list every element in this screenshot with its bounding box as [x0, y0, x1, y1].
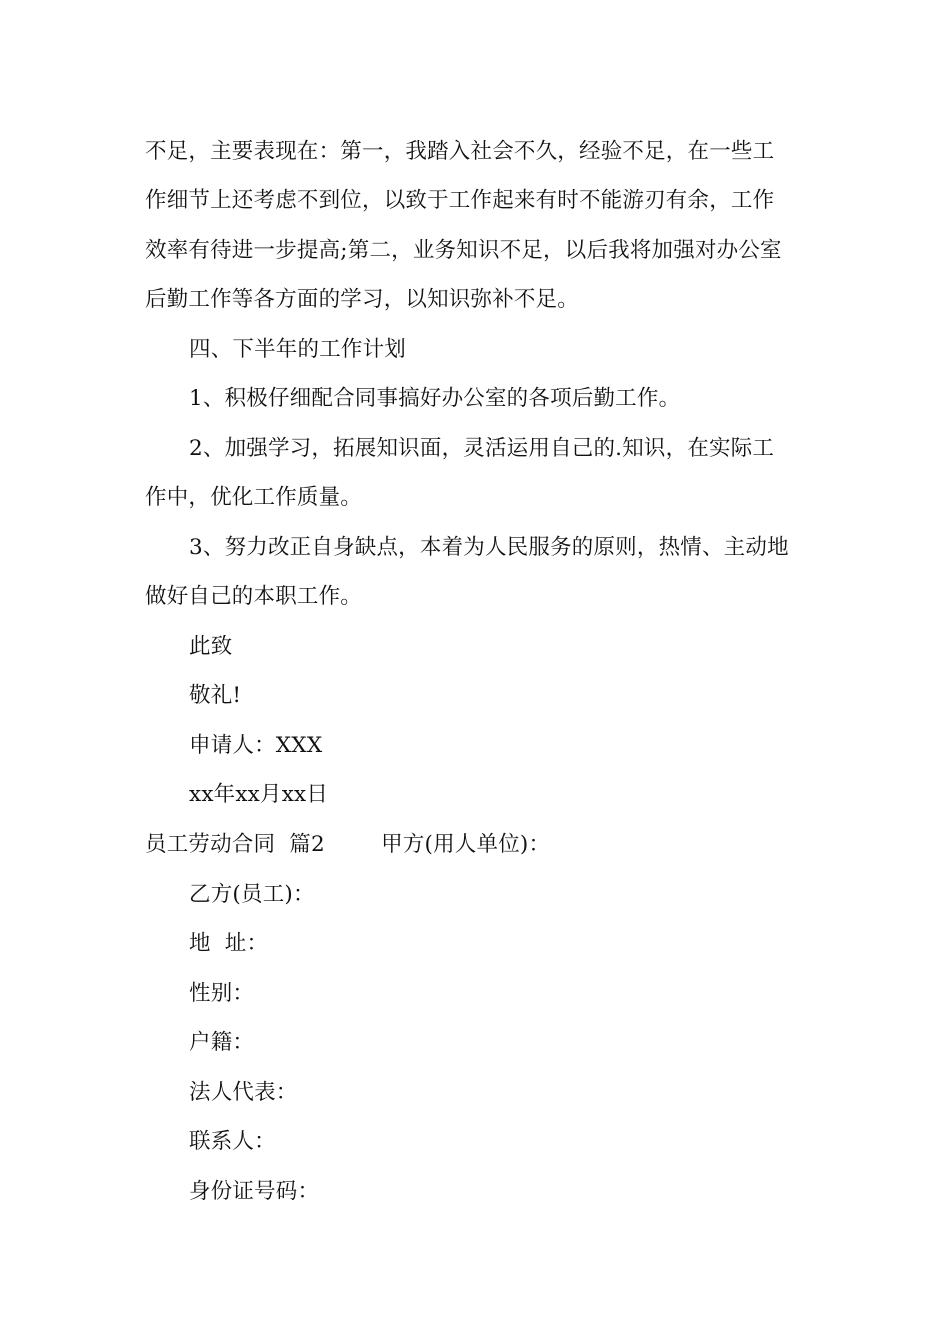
- address-field: 地 址：: [189, 931, 269, 956]
- plan-item-3-continued: 做好自己的本职工作。: [145, 584, 363, 609]
- party-b-field: 乙方(员工)：: [189, 882, 315, 907]
- applicant-line: 申请人：XXX: [189, 733, 323, 758]
- paragraph-line: 作细节上还考虑不到位，以致于工作起来有时不能游刃有余，工作: [145, 188, 775, 213]
- closing-salutation: 此致: [189, 634, 233, 659]
- plan-item-2: 2、加强学习，拓展知识面，灵活运用自己的.知识，在实际工: [189, 436, 775, 461]
- contract-title-line: 员工劳动合同 篇2 甲方(用人单位)：: [145, 832, 551, 857]
- contact-person-field: 联系人：: [189, 1129, 276, 1154]
- plan-item-3: 3、努力改正自身缺点，本着为人民服务的原则，热情、主动地: [189, 535, 789, 560]
- gender-field: 性别：: [189, 981, 255, 1006]
- id-number-field: 身份证号码：: [189, 1179, 320, 1204]
- paragraph-line: 后勤工作等各方面的学习，以知识弥补不足。: [145, 287, 580, 312]
- paragraph-line: 不足，主要表现在：第一，我踏入社会不久，经验不足，在一些工: [145, 139, 775, 164]
- date-line: xx年xx月xx日: [189, 782, 329, 807]
- household-registration-field: 户籍：: [189, 1030, 255, 1055]
- section-heading: 四、下半年的工作计划: [189, 337, 407, 362]
- closing-regards: 敬礼!: [189, 683, 242, 708]
- plan-item-1: 1、积极仔细配合同事搞好办公室的各项后勤工作。: [189, 386, 681, 411]
- legal-representative-field: 法人代表：: [189, 1080, 298, 1105]
- plan-item-2-continued: 作中，优化工作质量。: [145, 485, 363, 510]
- paragraph-line: 效率有待进一步提高;第二，业务知识不足，以后我将加强对办公室: [145, 238, 782, 263]
